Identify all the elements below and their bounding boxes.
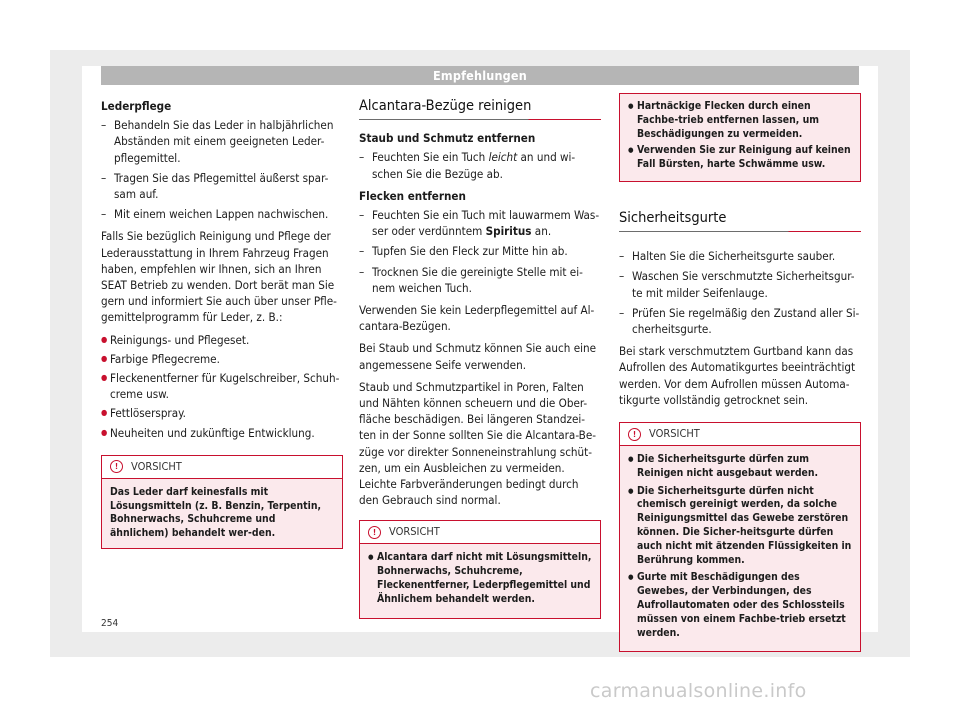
column-seatbelts: [619, 98, 861, 652]
seatbelt-paragraph: Bei stark verschmutztem Gurtband kann das Aufrollen des Automatikgurtes beeinträchtigt werden. Vor dem Aufrollen müssen Automa-tikgurte vollständig getrocknet sein.: [619, 344, 856, 407]
list-item: – Tupfen Sie den Fleck zur Mitte hin ab.: [359, 243, 601, 259]
warning-icon: !: [628, 428, 641, 441]
alcantara-section-title: Alcantara-Bezüge reinigen: [359, 98, 601, 120]
list-item: ● Gurte mit Beschädigungen des Gewebes, der Verbindungen, des Aufrollautomaten oder des Schlossteils müssen von einem Fachbe-trieb ersetzt werden.: [628, 571, 852, 640]
list-item: ● Die Sicherheitsgurte dürfen nicht chemisch gereinigt werden, da solche Reinigungsmittel das Gewebe zerstören können. Die Sicher-heitsgurte dürfen auch nicht mit ätzenden Flüssigkeiten in Berührung kommen.: [628, 485, 852, 568]
watermark: carmanualsonline.info: [590, 680, 807, 702]
alcantara-paragraph-1: Verwenden Sie kein Lederpflegemittel auf Al-cantara-Bezügen.: [359, 303, 595, 334]
leather-care-paragraph: Falls Sie bezüglich Reinigung und Pflege der Lederausstattung in Ihrem Fahrzeug Fragen haben, empfehlen wir Ihnen, sich an Ihren SEAT Betrieb zu wenden. Dort berät man Sie gern und informiert Sie auch über unser Pfle-gemittelprogramm für Leder, z. B.:: [101, 229, 337, 325]
list-item: ● Fleckenentferner für Kugelschreiber, Schuh-creme usw.: [101, 370, 343, 402]
warning-text: Das Leder darf keinesfalls mit Lösungsmitteln (z. B. Benzin, Terpentin, Bohnerwachs, Schuhcreme und ähnlichem) behandelt wer-den.: [110, 485, 322, 540]
warning-header: [102, 456, 342, 479]
alcantara-paragraph-2: Bei Staub und Schmutz können Sie auch eine angemessene Seife verwenden.: [359, 341, 597, 372]
warning-label: VORSICHT: [131, 459, 182, 473]
leather-care-heading: Lederpflege: [101, 99, 172, 113]
list-item: – Mit einem weichen Lappen nachwischen.: [101, 206, 343, 222]
list-item: ● Alcantara darf nicht mit Lösungsmitteln, Bohnerwachs, Schuhcreme, Fleckenentferner, Lederpflegemittel und Ähnlichem behandelt werden.: [368, 551, 592, 606]
list-item: ● Neuheiten und zukünftige Entwicklung.: [101, 425, 343, 441]
dust-removal-steps: [359, 149, 601, 181]
list-item: – Prüfen Sie regelmäßig den Zustand aller Si-cherheitsgurte.: [619, 305, 861, 337]
list-item: – Waschen Sie verschmutzte Sicherheitsgur-te mit milder Seifenlauge.: [619, 268, 861, 300]
warning-label: VORSICHT: [389, 525, 440, 539]
column-alcantara: [359, 98, 601, 619]
stain-removal-steps: [359, 207, 601, 296]
list-item: ● Hartnäckige Flecken durch einen Fachbe-trieb entfernen lassen, um Beschädigungen zu vermeiden.: [628, 100, 852, 141]
seatbelt-section-title: Sicherheitsgurte: [619, 210, 861, 232]
note-box-continued: [619, 93, 861, 182]
warning-list: [628, 453, 852, 640]
list-item: ● Die Sicherheitsgurte dürfen zum Reinigen nicht ausgebaut werden.: [628, 453, 852, 481]
alcantara-paragraph-3: Staub und Schmutzpartikel in Poren, Falten und Nähten können scheuern und die Ober-fläche beschädigen. Bei längeren Standzei-ten in der Sonne sollten Sie die Alcantara-Be-züge vor direkter Sonneneinstrahlung schüt-zen, um ein Ausbleichen zu vermeiden. Leichte Farbveränderungen bedingt durch den Gebrauch sind normal.: [359, 379, 597, 508]
list-item: – Feuchten Sie ein Tuch leicht an und wi-schen Sie die Bezüge ab.: [359, 149, 601, 181]
warning-box-alcantara: [359, 520, 601, 618]
list-item: – Feuchten Sie ein Tuch mit lauwarmem Was-ser oder verdünntem Spiritus an.: [359, 207, 601, 239]
page-number: 254: [101, 618, 119, 629]
list-item: ● Farbige Pflegecreme.: [101, 351, 343, 367]
seatbelt-steps: [619, 248, 861, 337]
note-list: [628, 100, 852, 172]
chapter-header: Empfehlungen: [101, 66, 859, 85]
list-item: – Tragen Sie das Pflegemittel äußerst spar-sam auf.: [101, 170, 343, 202]
list-item: ● Reinigungs- und Pflegeset.: [101, 332, 343, 348]
dust-removal-heading: Staub und Schmutz entfernen: [359, 131, 536, 146]
warning-list: [368, 551, 592, 606]
warning-icon: !: [110, 460, 123, 473]
warning-header: [360, 521, 600, 544]
list-item: – Behandeln Sie das Leder in halbjährlichen Abständen mit einem geeigneten Leder-pflegemittel.: [101, 117, 343, 166]
stain-removal-heading: Flecken entfernen: [359, 188, 466, 203]
column-leather-care: [101, 98, 343, 549]
warning-header: [620, 423, 860, 446]
leather-care-steps: [101, 117, 343, 222]
list-item: – Trocknen Sie die gereinigte Stelle mit ei-nem weichen Tuch.: [359, 264, 601, 296]
list-item: ● Verwenden Sie zur Reinigung auf keinen Fall Bürsten, harte Schwämme usw.: [628, 144, 852, 172]
list-item: ● Fettlöserspray.: [101, 405, 343, 421]
warning-box-seatbelts: [619, 422, 861, 652]
warning-icon: !: [368, 526, 381, 539]
care-products-list: [101, 332, 343, 441]
warning-label: VORSICHT: [649, 427, 700, 441]
list-item: – Halten Sie die Sicherheitsgurte sauber.: [619, 248, 861, 264]
warning-box-leather: [101, 455, 343, 549]
